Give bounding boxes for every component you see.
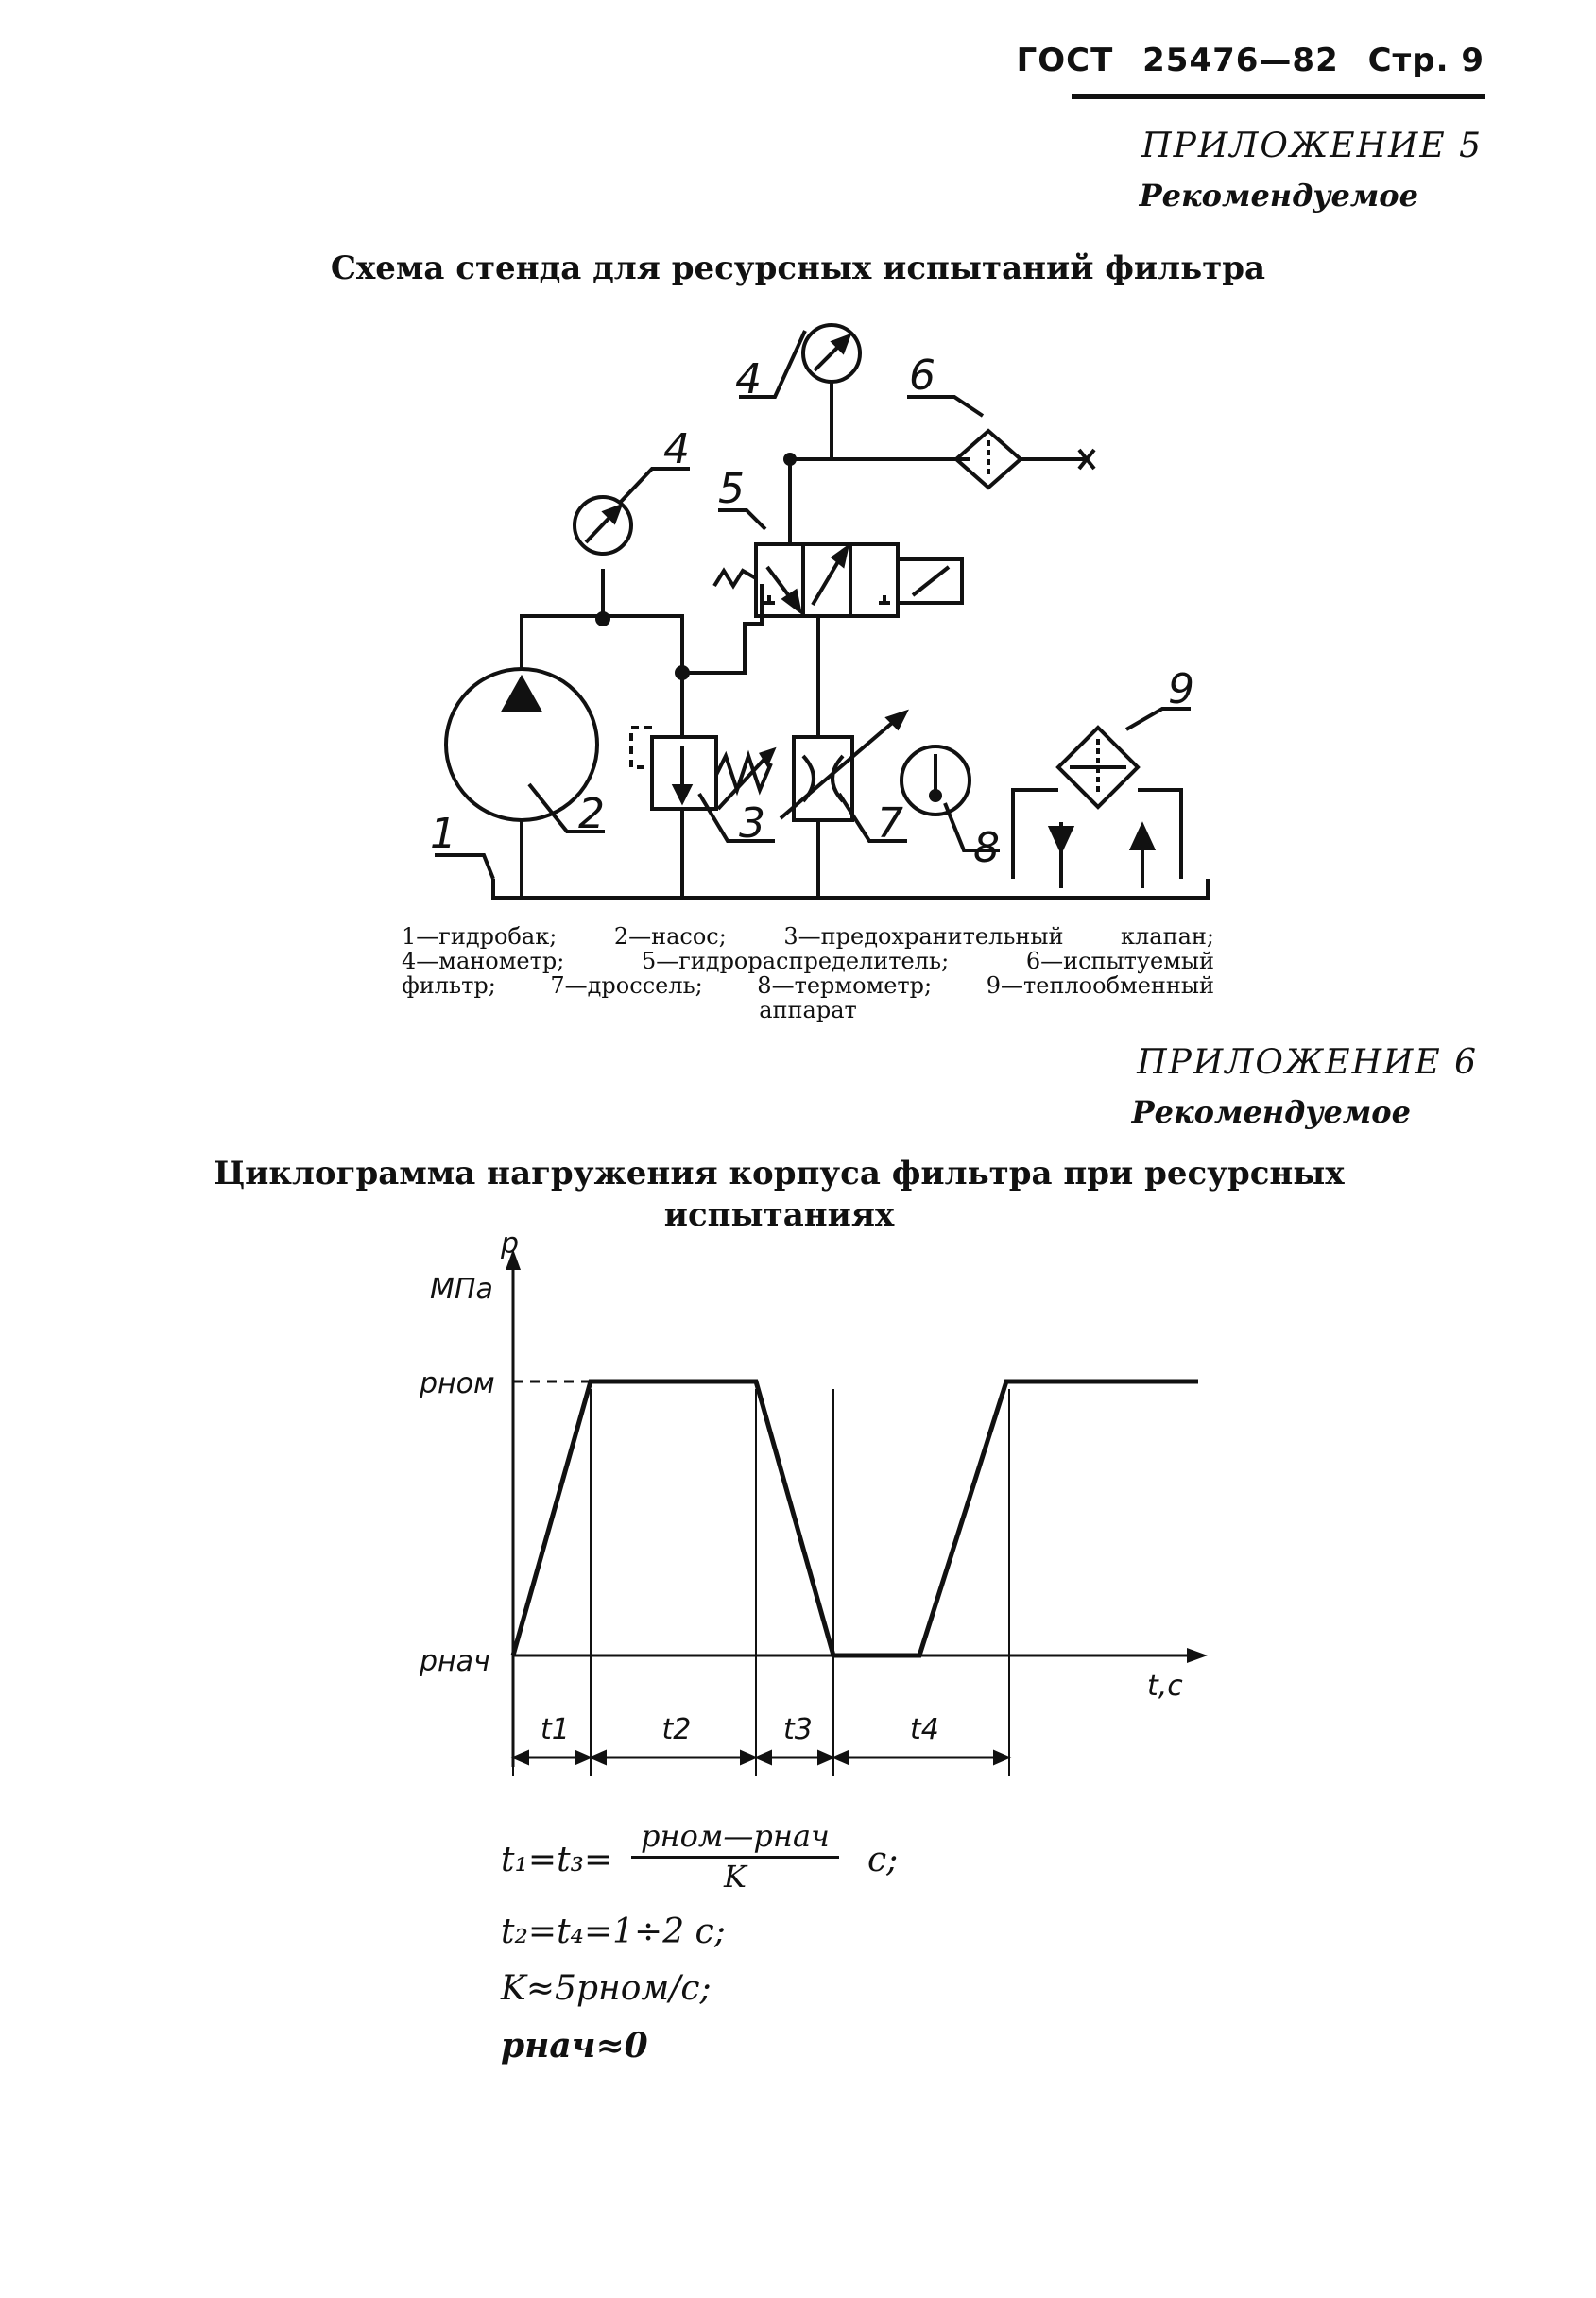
callout-2: 2 [578, 790, 605, 838]
header-number: 25476—82 [1142, 42, 1339, 79]
dimension-arrow-icon [513, 1751, 528, 1764]
appendix5-title: ПРИЛОЖЕНИЕ 5 [1141, 127, 1483, 165]
cyclogram-chart [0, 1228, 1596, 1795]
callout-5: 5 [718, 465, 745, 513]
formula-1 [501, 1841, 612, 1879]
tank-line [493, 879, 1208, 898]
x-axis-arrow-icon [1187, 1648, 1208, 1663]
interval-label-t4: t4 [910, 1713, 939, 1746]
legend-line: 4—манометр; 5—гидрораспределитель; 6—испытуемый [402, 948, 1214, 974]
y-axis-label: p [501, 1228, 520, 1260]
pressure-series-line [513, 1381, 1198, 1655]
formula-2: t₂=t₄=1÷2 с; [501, 1912, 726, 1951]
callout-4-left: 4 [663, 425, 690, 473]
y-tick-pnom: pном [420, 1367, 495, 1400]
callout-7: 7 [877, 799, 903, 848]
formula-1-unit: с; [867, 1841, 899, 1879]
y-axis-unit: МПа [430, 1273, 493, 1306]
appendix6-subtitle: Рекомендуемое [1131, 1094, 1411, 1130]
legend-line: аппарат [759, 997, 857, 1023]
interval-label-t1: t1 [541, 1713, 570, 1746]
appendix6-figure-title: Циклограмма нагружения корпуса фильтра при ресурсных [214, 1155, 1345, 1192]
callout-8: 8 [973, 824, 1000, 872]
interval-label-t3: t3 [783, 1713, 813, 1746]
legend-line: фильтр; 7—дроссель; 8—термометр; 9—теплообменный [402, 972, 1214, 999]
dimension-arrow-icon [833, 1751, 849, 1764]
legend-line: 1—гидробак; 2—насос; 3—предохранительный клапан; [402, 923, 1214, 950]
callout-9: 9 [1168, 665, 1194, 713]
dimension-arrow-icon [756, 1751, 771, 1764]
formula-1-denominator: K [724, 1859, 747, 1895]
formula-4: pнач≈0 [501, 2026, 648, 2066]
callout-3: 3 [739, 799, 765, 848]
header-page: Стр. 9 [1367, 42, 1484, 79]
appendix6-title: ПРИЛОЖЕНИЕ 6 [1137, 1043, 1478, 1082]
throttle [794, 737, 852, 820]
appendix5-figure-title: Схема стенда для ресурсных испытаний фильтра [330, 249, 1266, 287]
interval-label-t2: t2 [661, 1713, 692, 1746]
dimension-arrow-icon [591, 1751, 606, 1764]
formula-3: K≈5pном/с; [501, 1969, 712, 2008]
formula-1-left: t₁=t₃= [501, 1841, 613, 1879]
formula-1-numerator: pном—pнач [631, 1818, 839, 1859]
y-tick-pnach: pнач [420, 1645, 490, 1678]
hydraulic-scheme [0, 0, 1596, 945]
scheme-legend [402, 924, 1214, 1022]
appendix5-subtitle: Рекомендуемое [1139, 178, 1418, 214]
header-gost: ГОСТ [1016, 42, 1114, 79]
pump-arrow-icon [504, 678, 540, 711]
callout-6: 6 [909, 352, 935, 400]
appendix6-figure-title-2: испытаниях [663, 1196, 895, 1234]
dimension-arrow-icon [994, 1751, 1009, 1764]
callout-4-top: 4 [735, 355, 762, 403]
callout-1: 1 [430, 810, 456, 858]
formula-1-fraction [631, 1818, 839, 1895]
x-axis-label: t,c [1147, 1670, 1183, 1703]
